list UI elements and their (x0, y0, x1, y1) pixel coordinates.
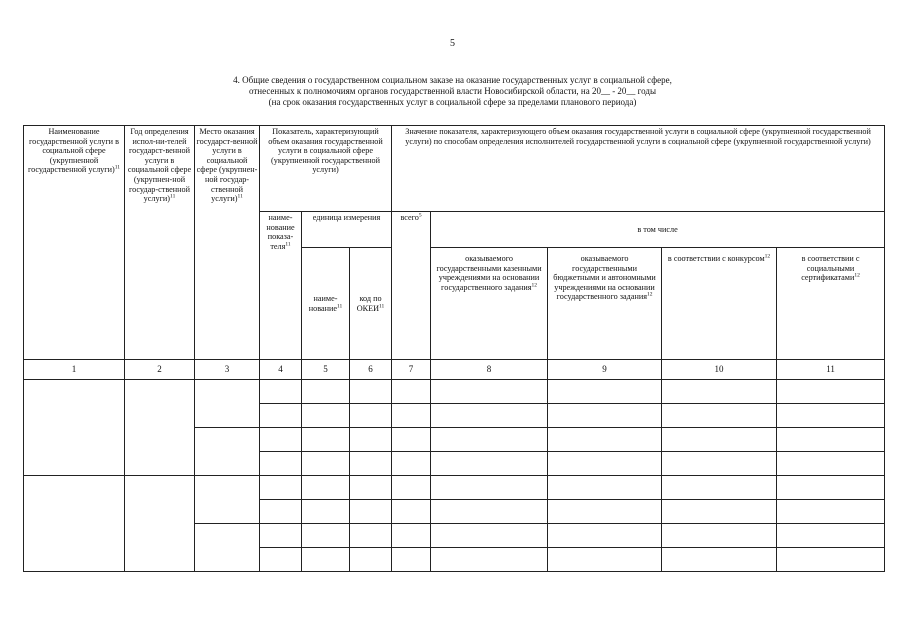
data-cell[interactable] (350, 500, 392, 524)
social-order-table (23, 125, 885, 572)
data-cell[interactable] (777, 452, 885, 476)
data-cell[interactable] (302, 500, 350, 524)
data-cell[interactable] (260, 500, 302, 524)
data-cell[interactable] (260, 476, 302, 500)
data-cell[interactable] (350, 428, 392, 452)
page-number: 5 (450, 38, 455, 49)
data-cell[interactable] (431, 428, 548, 452)
data-cell[interactable] (662, 380, 777, 404)
data-cell[interactable] (392, 548, 431, 572)
place-cell[interactable] (195, 428, 260, 476)
data-cell[interactable] (431, 476, 548, 500)
data-cell[interactable] (777, 548, 885, 572)
data-cell[interactable] (392, 428, 431, 452)
heading-line-3: (на срок оказания государственных услуг в социальной сфере за пределами планового периода) (268, 97, 637, 107)
header-place: Место оказания государст-венной услуги в социальной сфере (укрупнен-ной государ-ственной услуги)$^{11}$ (195, 126, 260, 360)
data-cell[interactable] (350, 476, 392, 500)
column-number: 4 (260, 360, 302, 380)
header-service-name: Наименование государственной услуги в социальной сфере (укрупненной государственной услуги)$^{11}$ (24, 126, 125, 360)
header-konkurs: в соответствии с конкурсом$^{12}$ (662, 248, 777, 360)
data-cell[interactable] (392, 404, 431, 428)
header-byudzhetnye: оказываемого государственными бюджетными и автономными учреждениями на основании государственного задания$^{12}$ (548, 248, 662, 360)
data-cell[interactable] (260, 452, 302, 476)
data-cell[interactable] (302, 428, 350, 452)
data-cell[interactable] (431, 524, 548, 548)
place-cell[interactable] (195, 476, 260, 524)
data-cell[interactable] (392, 500, 431, 524)
header-total: всего$^5$ (392, 212, 431, 360)
data-cell[interactable] (548, 548, 662, 572)
data-cell[interactable] (431, 404, 548, 428)
header-unit-group: единица измерения (302, 212, 392, 248)
header-indicator-name: наиме-нование показа-теля$^{11}$ (260, 212, 302, 360)
data-cell[interactable] (392, 476, 431, 500)
data-cell[interactable] (260, 524, 302, 548)
data-cell[interactable] (777, 524, 885, 548)
header-including: в том числе (431, 212, 885, 248)
data-cell[interactable] (302, 524, 350, 548)
data-cell[interactable] (662, 428, 777, 452)
data-cell[interactable] (260, 428, 302, 452)
data-cell[interactable] (260, 548, 302, 572)
data-cell[interactable] (392, 524, 431, 548)
header-year: Год определения испол-ни-телей государст-венной услуги в социальной сфере (укрупнен-ной государ-ственной услуги)$^{11}$ (125, 126, 195, 360)
data-cell[interactable] (431, 548, 548, 572)
column-number: 5 (302, 360, 350, 380)
data-cell[interactable] (350, 524, 392, 548)
section-heading (0, 75, 905, 108)
data-cell[interactable] (350, 380, 392, 404)
service-name-cell[interactable] (24, 476, 125, 572)
data-cell[interactable] (548, 452, 662, 476)
column-number: 10 (662, 360, 777, 380)
column-number: 3 (195, 360, 260, 380)
data-cell[interactable] (662, 500, 777, 524)
data-cell[interactable] (431, 452, 548, 476)
heading-line-2: отнесенных к полномочиям органов государственной власти Новосибирской области, на 20__ - 20__ годы (248, 86, 657, 96)
data-cell[interactable] (350, 548, 392, 572)
column-numbers-row (24, 360, 885, 380)
data-cell[interactable] (548, 428, 662, 452)
data-cell[interactable] (662, 476, 777, 500)
table-row (24, 476, 885, 500)
place-cell[interactable] (195, 524, 260, 572)
table-row (24, 380, 885, 404)
data-cell[interactable] (548, 500, 662, 524)
data-cell[interactable] (548, 524, 662, 548)
data-cell[interactable] (392, 380, 431, 404)
data-cell[interactable] (662, 548, 777, 572)
header-indicator-group: Показатель, характеризующий объем оказания государственной услуги в социальной сфере (укрупненной государственной услуги) (260, 126, 392, 212)
column-number: 7 (392, 360, 431, 380)
data-cell[interactable] (260, 404, 302, 428)
column-number: 1 (24, 360, 125, 380)
data-cell[interactable] (548, 476, 662, 500)
data-cell[interactable] (431, 500, 548, 524)
header-unit-code: код по ОКЕИ$^{11}$ (350, 248, 392, 360)
service-name-cell[interactable] (24, 380, 125, 476)
column-number: 8 (431, 360, 548, 380)
heading-line-1: 4. Общие сведения о государственном социальном заказе на оказание государственных услуг в социальной сфере, (233, 75, 672, 85)
year-cell[interactable] (125, 380, 195, 476)
data-cell[interactable] (662, 524, 777, 548)
column-number: 11 (777, 360, 885, 380)
data-cell[interactable] (302, 452, 350, 476)
data-cell[interactable] (777, 500, 885, 524)
data-cell[interactable] (302, 548, 350, 572)
header-sertifikaty: в соответствии с социальными сертификатами$^{12}$ (777, 248, 885, 360)
column-number: 6 (350, 360, 392, 380)
data-cell[interactable] (777, 476, 885, 500)
data-cell[interactable] (777, 404, 885, 428)
data-cell[interactable] (662, 452, 777, 476)
header-value-group: Значение показателя, характеризующего объем оказания государственной услуги в социальной сфере (укрупненной государственной услуги) по способам определения исполнителей государственной услуги в социальной сфере (укрупненной государственной услуги) (392, 126, 885, 212)
data-cell[interactable] (302, 476, 350, 500)
data-cell[interactable] (392, 452, 431, 476)
data-cell[interactable] (260, 380, 302, 404)
header-unit-name: наиме-нование$^{11}$ (302, 248, 350, 360)
header-kazennye: оказываемого государственными казенными учреждениями на основании государственного задания$^{12}$ (431, 248, 548, 360)
data-cell[interactable] (662, 404, 777, 428)
data-cell[interactable] (548, 404, 662, 428)
place-cell[interactable] (195, 380, 260, 428)
column-number: 2 (125, 360, 195, 380)
data-cell[interactable] (350, 404, 392, 428)
data-cell[interactable] (777, 380, 885, 404)
column-number: 9 (548, 360, 662, 380)
data-cell[interactable] (350, 452, 392, 476)
data-cell[interactable] (777, 428, 885, 452)
data-cell[interactable] (302, 380, 350, 404)
data-cell[interactable] (548, 380, 662, 404)
year-cell[interactable] (125, 476, 195, 572)
data-cell[interactable] (302, 404, 350, 428)
data-cell[interactable] (431, 380, 548, 404)
